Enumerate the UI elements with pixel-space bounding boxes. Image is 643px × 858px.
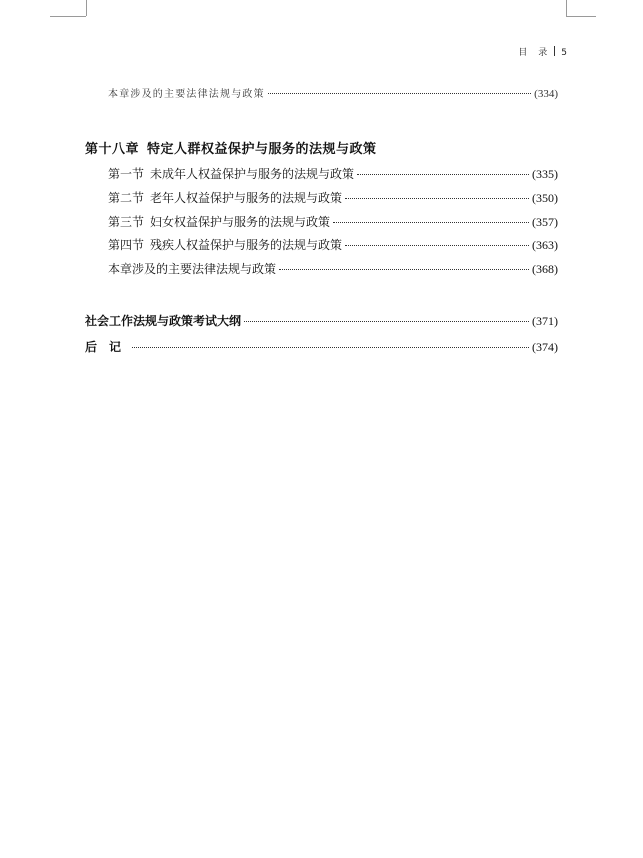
section-number: 第一节 [108, 167, 145, 181]
crop-mark-top-right-v [566, 0, 567, 16]
dot-leader [345, 198, 529, 199]
section-page: (335) [532, 167, 558, 181]
running-header [430, 45, 568, 58]
section-page: (350) [532, 191, 558, 205]
chapter-heading[interactable] [85, 138, 377, 157]
afterword-title: 后 记 [85, 340, 122, 354]
section-page: (368) [532, 262, 558, 276]
section-title: 本章涉及的主要法律法规与政策 [108, 262, 277, 276]
section-number: 第二节 [108, 191, 145, 205]
toc-entry-section-2[interactable] [108, 189, 558, 206]
crop-mark-top-left-v [86, 0, 87, 16]
toc-entry-section-4[interactable] [108, 236, 558, 253]
toc-entry-chapter-laws[interactable] [108, 260, 558, 277]
dot-leader [333, 222, 529, 223]
toc-entry-section-1[interactable] [108, 165, 558, 182]
dot-leader [244, 321, 529, 322]
dot-leader [279, 269, 529, 270]
section-title: 妇女权益保护与服务的法规与政策 [150, 215, 331, 229]
dot-leader [345, 245, 529, 246]
section-number: 第四节 [108, 238, 145, 252]
crop-mark-top-right-h [566, 16, 596, 17]
section-title: 残疾人权益保护与服务的法规与政策 [150, 238, 343, 252]
header-separator [554, 46, 555, 56]
section-title: 未成年人权益保护与服务的法规与政策 [150, 167, 355, 181]
section-title: 老年人权益保护与服务的法规与政策 [150, 191, 343, 205]
section-page: (363) [532, 238, 558, 252]
syllabus-page: (371) [532, 314, 558, 328]
toc-entry-title: 本章涉及的主要法律法规与政策 [108, 89, 265, 100]
dot-leader [268, 93, 531, 94]
crop-mark-top-left-h [50, 16, 86, 17]
dot-leader [132, 347, 529, 348]
section-page: (357) [532, 215, 558, 229]
toc-entry-page: (334) [534, 88, 558, 100]
syllabus-title: 社会工作法规与政策考试大纲 [85, 314, 242, 328]
header-page-number: 5 [561, 48, 568, 58]
toc-entry-syllabus[interactable] [85, 312, 558, 329]
header-label: 目 录 [518, 48, 549, 58]
dot-leader [357, 174, 529, 175]
chapter-title: 特定人群权益保护与服务的法规与政策 [147, 142, 377, 157]
toc-entry-prev-laws[interactable] [108, 85, 558, 100]
toc-entry-section-3[interactable] [108, 213, 558, 230]
afterword-page: (374) [532, 340, 558, 354]
chapter-number: 第十八章 [85, 142, 140, 157]
section-number: 第三节 [108, 215, 145, 229]
toc-entry-afterword[interactable] [85, 338, 558, 355]
